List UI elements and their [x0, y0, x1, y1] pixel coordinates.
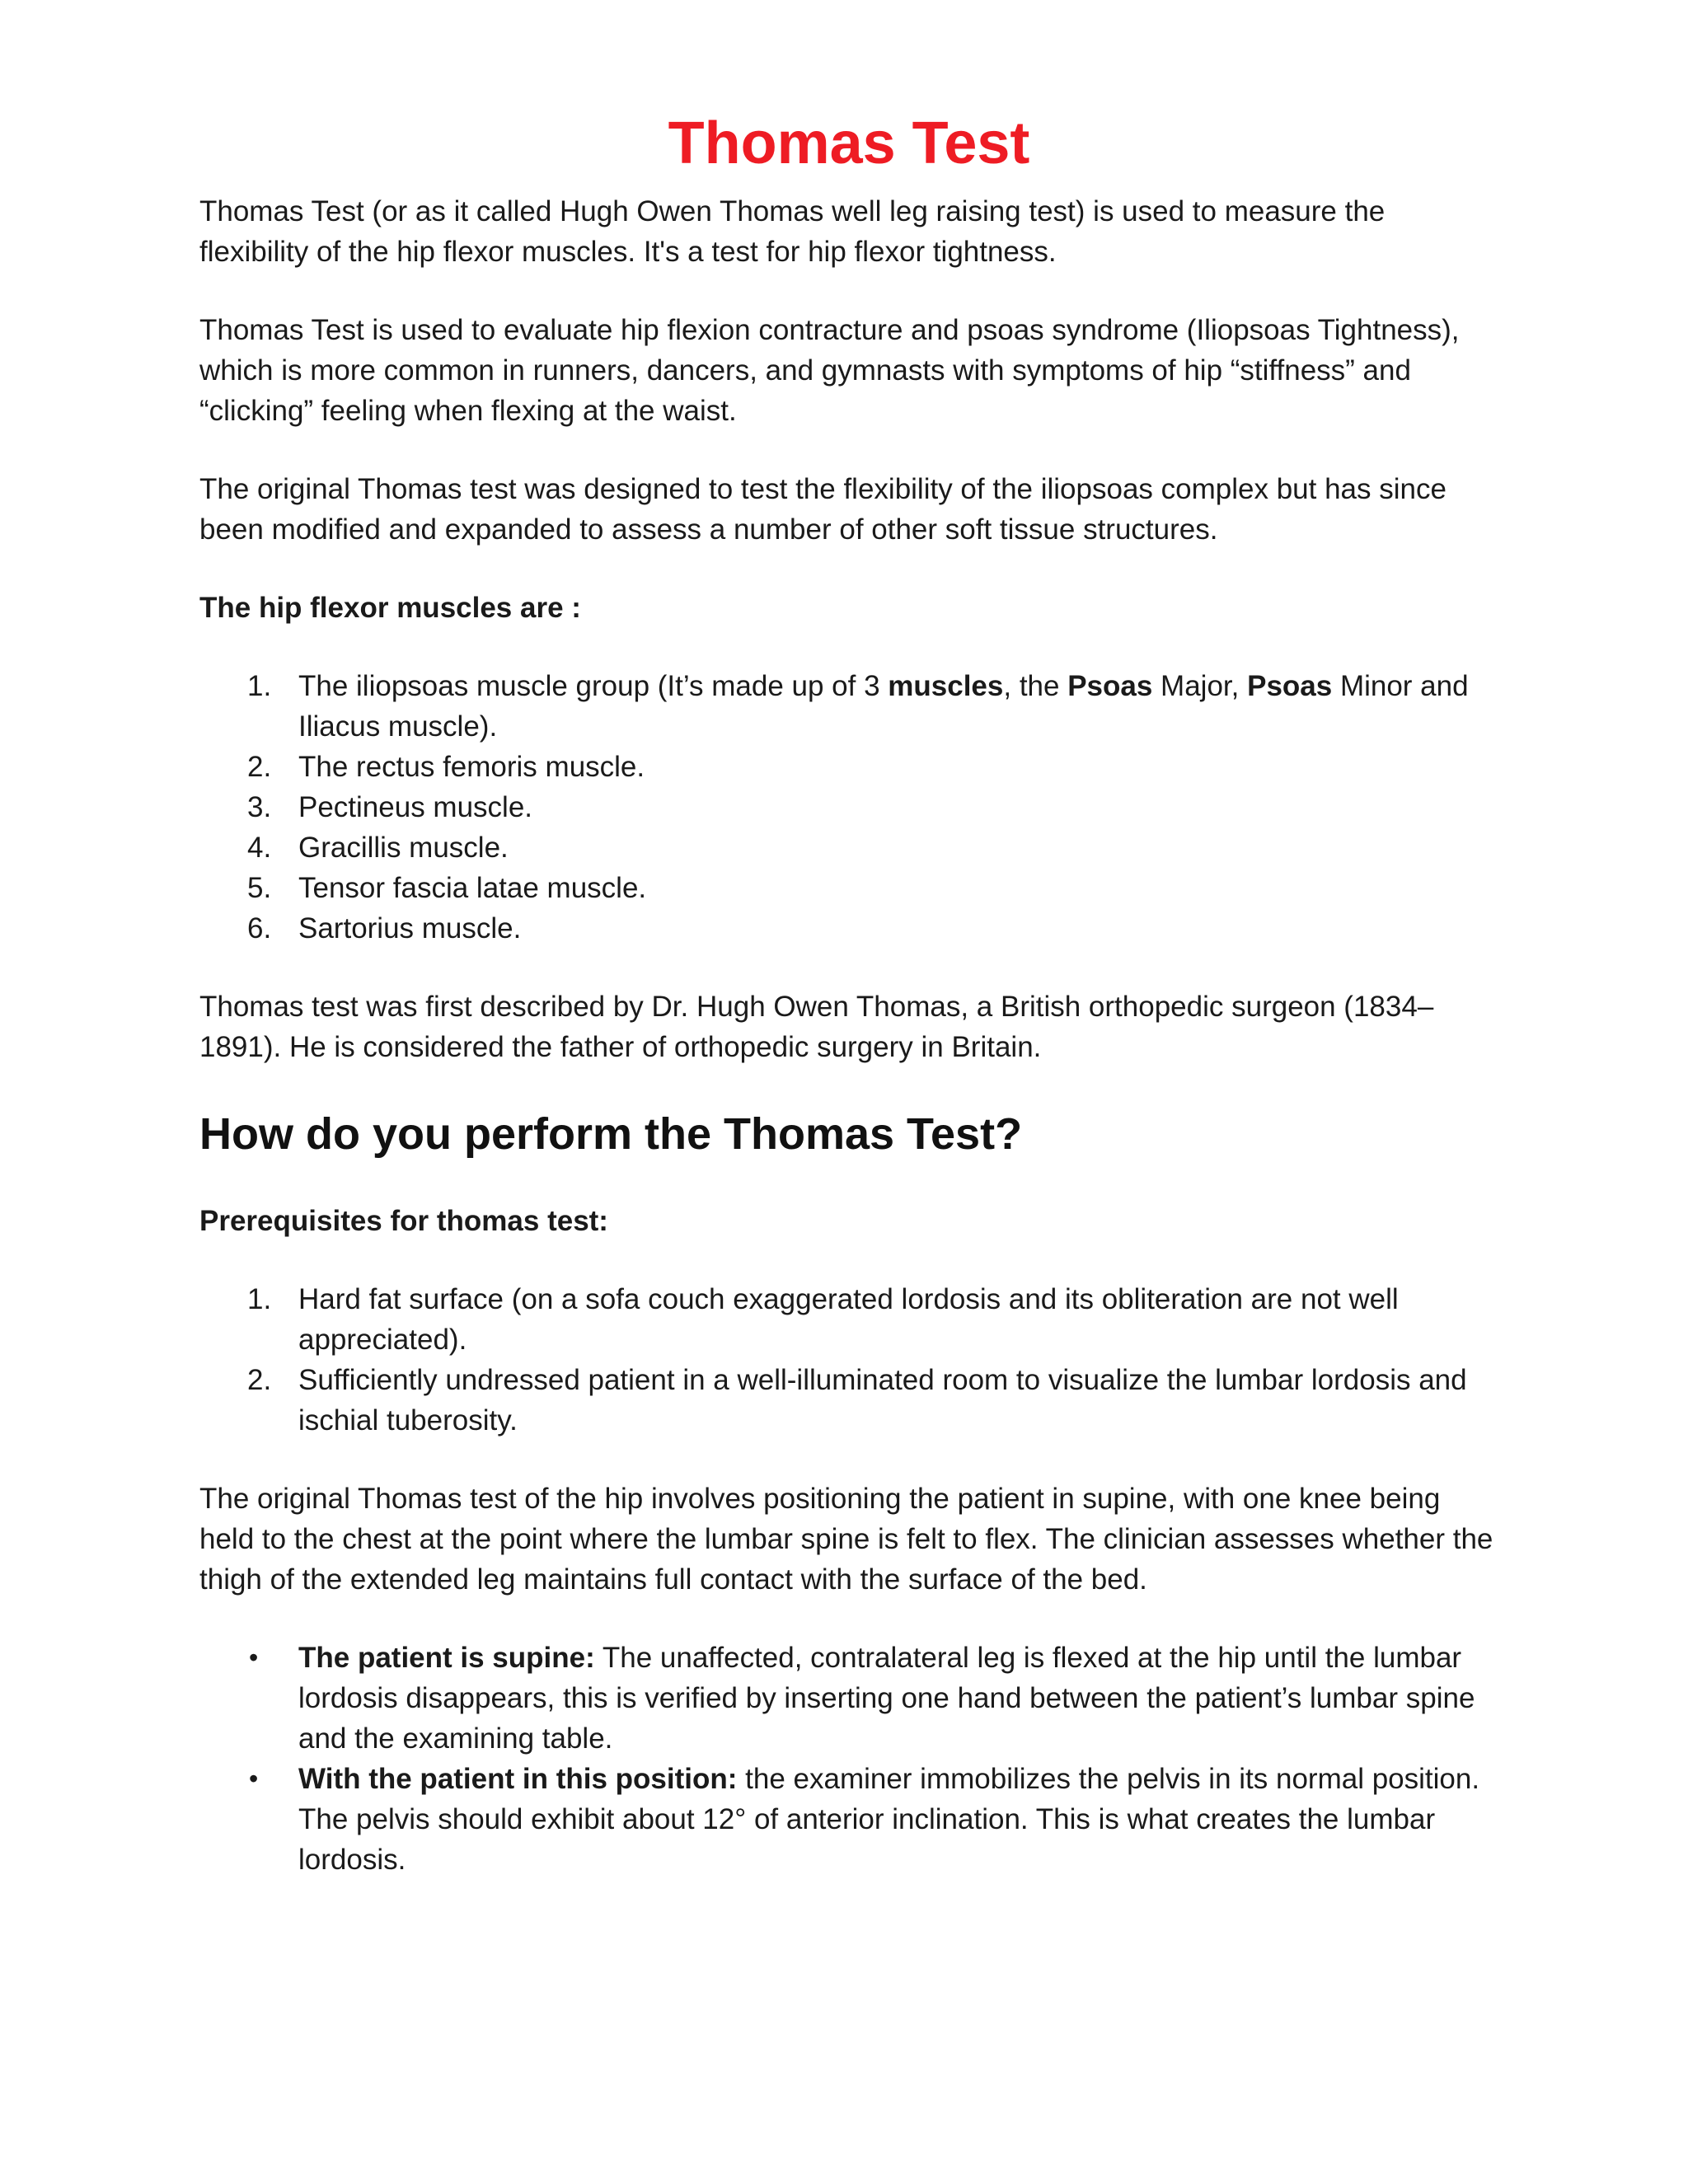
- list-item: [199, 1360, 1498, 1441]
- bold-text: The patient is supine:: [298, 1642, 595, 1674]
- page-title: Thomas Test: [668, 110, 1030, 176]
- list-text: The rectus femoris muscle.: [298, 751, 645, 783]
- list-item: [199, 868, 1498, 908]
- list-item: [199, 666, 1498, 747]
- list-text: , the: [1003, 670, 1068, 702]
- list-text: The iliopsoas muscle group (It’s made up of 3: [298, 670, 889, 702]
- list-item: [199, 787, 1498, 827]
- prerequisites-heading: Prerequisites for thomas test:: [199, 1205, 608, 1237]
- list-text: Major,: [1152, 670, 1248, 702]
- list-number: 6.: [247, 912, 272, 944]
- list-number: 3.: [247, 791, 272, 823]
- list-text: the examiner immobilizes the pelvis in its normal position. The pelvis should exhibit about 12° of anterior inclination. This is what creates the lumbar lordosis.: [298, 1763, 1480, 1876]
- original-test-paragraph: The original Thomas test of the hip involves positioning the patient in supine, with one knee being held to the chest at the point where the lumbar spine is felt to flex. The clinician assesses whether the thigh of the extended leg maintains full contact with the surface of the bed.: [199, 1483, 1493, 1596]
- list-number: 2.: [247, 1364, 272, 1396]
- list-item: [199, 908, 1498, 949]
- history-paragraph: Thomas test was first described by Dr. Hugh Owen Thomas, a British orthopedic surgeon (1834–1891). He is considered the father of orthopedic surgery in Britain.: [199, 991, 1434, 1063]
- list-text: Tensor fascia latae muscle.: [298, 872, 647, 904]
- list-text: Sufficiently undressed patient in a well-illuminated room to visualize the lumbar lordosis and ischial tuberosity.: [298, 1364, 1467, 1436]
- list-number: 1.: [247, 1283, 272, 1315]
- list-number: 2.: [247, 751, 272, 783]
- intro-paragraph: Thomas Test is used to evaluate hip flexion contracture and psoas syndrome (Iliopsoas Tightness), which is more common in runners, dancers, and gymnasts with symptoms of hip “stiffness” and “clicking” feeling when flexing at the waist.: [199, 314, 1460, 427]
- list-text: Sartorius muscle.: [298, 912, 522, 944]
- list-number: 1.: [247, 670, 272, 702]
- bold-text: Psoas: [1247, 670, 1333, 702]
- list-item: [199, 1759, 1498, 1880]
- list-text: Gracillis muscle.: [298, 832, 509, 864]
- muscles-heading: The hip flexor muscles are :: [199, 592, 581, 624]
- list-item: [199, 1638, 1498, 1759]
- steps-list: [199, 1638, 1498, 1880]
- muscles-list: [199, 666, 1498, 949]
- prerequisites-list: [199, 1279, 1498, 1441]
- list-number: 4.: [247, 832, 272, 864]
- list-text: The unaffected, contralateral leg is flexed at the hip until the lumbar lordosis disappears, this is verified by inserting one hand between the patient’s lumbar spine and the examining table.: [298, 1642, 1475, 1755]
- section-heading: How do you perform the Thomas Test?: [199, 1109, 1023, 1159]
- bold-text: Psoas: [1067, 670, 1153, 702]
- list-text: Hard fat surface (on a sofa couch exaggerated lordosis and its obliteration are not well appreciated).: [298, 1283, 1399, 1356]
- intro-paragraph: The original Thomas test was designed to test the flexibility of the iliopsoas complex but has since been modified and expanded to assess a number of other soft tissue structures.: [199, 473, 1447, 546]
- intro-paragraph: Thomas Test (or as it called Hugh Owen Thomas well leg raising test) is used to measure the flexibility of the hip flexor muscles. It's a test for hip flexor tightness.: [199, 195, 1386, 268]
- bullet-icon: •: [249, 1764, 259, 1793]
- list-text: Pectineus muscle.: [298, 791, 533, 823]
- bold-text: muscles: [888, 670, 1004, 702]
- list-item: [199, 827, 1498, 868]
- list-item: [199, 747, 1498, 787]
- bullet-icon: •: [249, 1643, 259, 1672]
- list-number: 5.: [247, 872, 272, 904]
- list-item: [199, 1279, 1498, 1360]
- bold-text: With the patient in this position:: [298, 1763, 738, 1795]
- list-text: Minor and Iliacus muscle).: [298, 670, 1469, 743]
